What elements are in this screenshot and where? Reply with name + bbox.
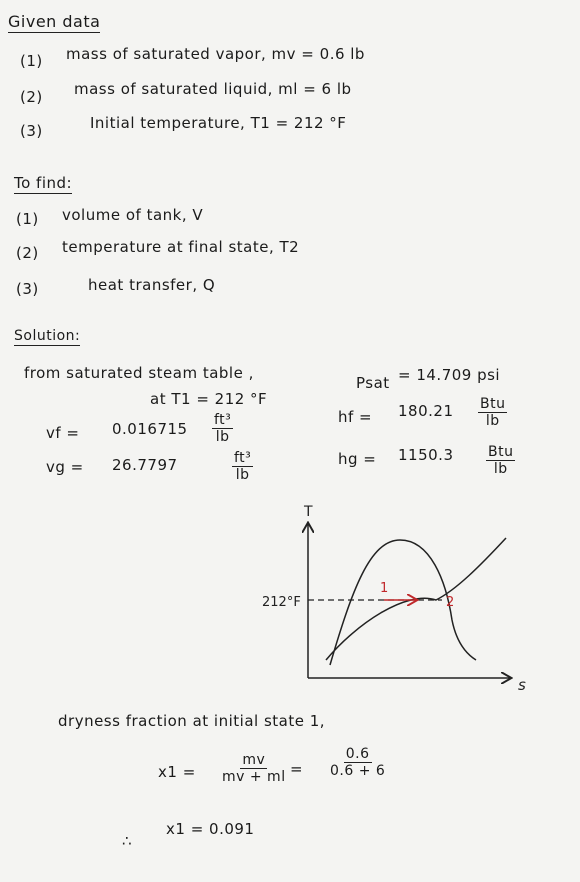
- vg-unit-num: ft³: [234, 450, 252, 466]
- therefore-symbol: ∴: [122, 832, 133, 850]
- x1-value-fraction: [330, 746, 385, 779]
- hg-label: hg =: [338, 450, 377, 468]
- to-find-item-2-text: temperature at final state, T2: [62, 238, 300, 256]
- value-num: 0.6: [345, 746, 370, 762]
- hg-value: 1150.3: [398, 446, 454, 464]
- steam-table-line: from saturated steam table ,: [24, 364, 254, 382]
- x1-formula: [222, 752, 286, 785]
- hg-unit-num: Btu: [488, 444, 514, 460]
- vg-value: 26.7797: [112, 456, 178, 474]
- given-heading: Given data: [8, 12, 101, 31]
- given-item-3-num: (3): [20, 122, 43, 140]
- t-axis-label: T: [304, 504, 313, 520]
- vf-unit-num: ft³: [214, 412, 232, 428]
- equals-sign: =: [290, 760, 304, 778]
- state-1-label: 1: [380, 581, 389, 596]
- vf-unit-den: lb: [215, 429, 230, 445]
- vf-label: vf =: [46, 424, 80, 442]
- temp-212-label: 212°F: [262, 595, 301, 610]
- state-2-label: 2: [446, 595, 455, 610]
- solution-heading: Solution:: [14, 328, 81, 344]
- to-find-item-1-text: volume of tank, V: [62, 206, 204, 224]
- formula-den: mv + ml: [222, 769, 286, 785]
- temperature-line: at T1 = 212 °F: [150, 390, 268, 408]
- to-find-item-3-text: heat transfer, Q: [88, 276, 216, 294]
- s-axis-label: s: [518, 676, 526, 694]
- vg-unit-den: lb: [235, 467, 250, 483]
- x1-label: x1 =: [158, 763, 196, 781]
- to-find-item-1-num: (1): [16, 210, 39, 228]
- vg-unit: [232, 450, 253, 483]
- given-item-2-num: (2): [20, 88, 43, 106]
- given-item-1-num: (1): [20, 52, 43, 70]
- to-find-item-2-num: (2): [16, 244, 39, 262]
- hf-unit-den: lb: [485, 413, 500, 429]
- psat-value: = 14.709 psi: [398, 366, 501, 384]
- constant-volume-line: [326, 538, 506, 660]
- hf-unit: [478, 396, 507, 429]
- psat-label: Psat: [356, 374, 390, 392]
- formula-num: mv: [242, 752, 266, 768]
- saturation-dome: [330, 540, 476, 665]
- hg-unit-den: lb: [493, 461, 508, 477]
- vf-value: 0.016715: [112, 420, 188, 438]
- hf-unit-num: Btu: [480, 396, 506, 412]
- given-item-1-text: mass of saturated vapor, mv = 0.6 lb: [66, 45, 365, 63]
- vf-unit: [212, 412, 233, 445]
- dryness-intro: dryness fraction at initial state 1,: [58, 712, 326, 730]
- to-find-item-3-num: (3): [16, 280, 39, 298]
- vg-label: vg =: [46, 458, 84, 476]
- hg-unit: [486, 444, 515, 477]
- given-item-2-text: mass of saturated liquid, ml = 6 lb: [74, 80, 352, 98]
- to-find-heading: To find:: [14, 174, 73, 192]
- value-den: 0.6 + 6: [330, 763, 386, 779]
- hf-label: hf =: [338, 408, 373, 426]
- x1-result: x1 = 0.091: [166, 820, 255, 838]
- hf-value: 180.21: [398, 402, 454, 420]
- given-item-3-text: Initial temperature, T1 = 212 °F: [90, 114, 347, 132]
